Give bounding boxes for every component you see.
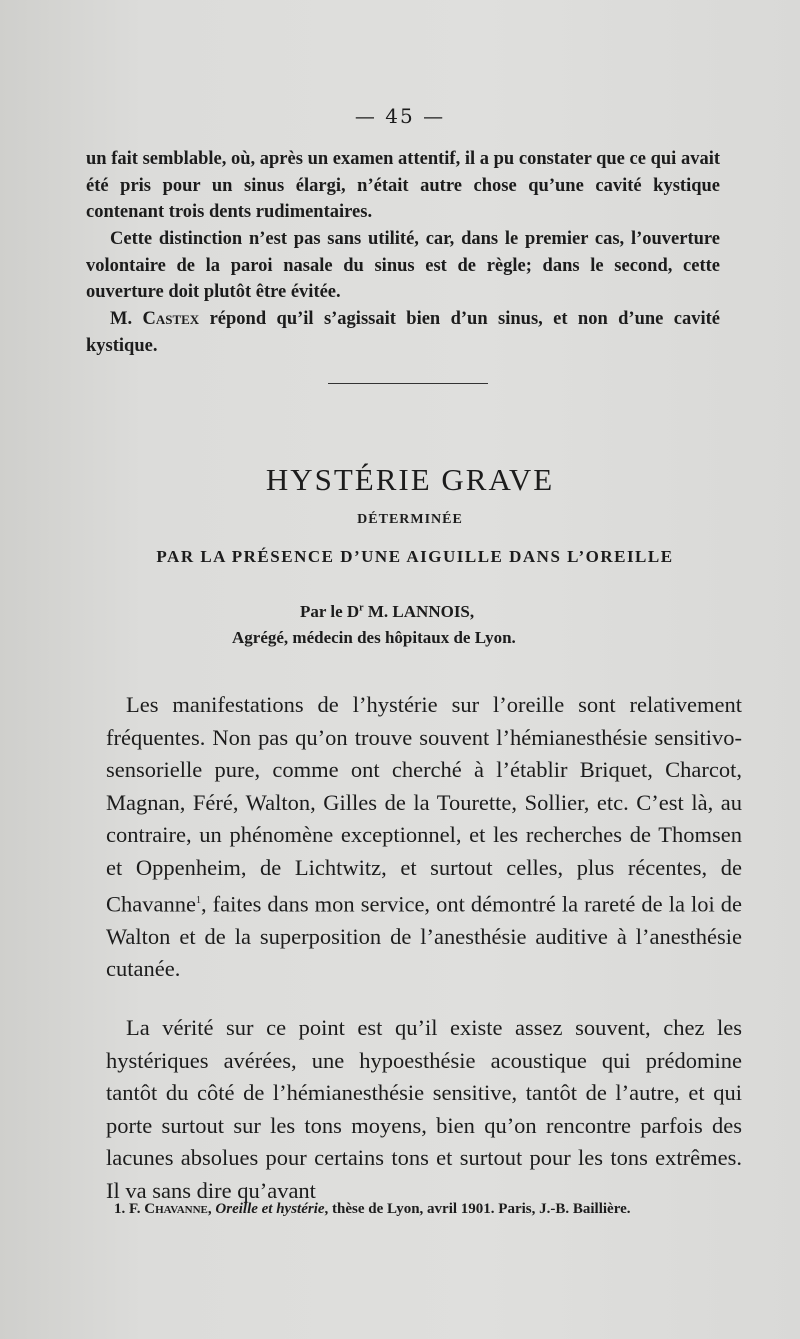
article-author bbox=[300, 602, 620, 622]
article-subtitle-1: DÉTERMINÉE bbox=[357, 512, 463, 527]
footnote-title: Oreille et hystérie bbox=[215, 1201, 325, 1217]
footnote-marker: 1 bbox=[195, 894, 201, 906]
footnote-rest: , thèse de Lyon, avril 1901. Paris, J.-B. Baillière. bbox=[324, 1201, 631, 1217]
footnote-number: 1. bbox=[114, 1201, 129, 1217]
author-affiliation: Agrégé, médecin des hôpitaux de Lyon. bbox=[232, 628, 516, 647]
footnote-author: F. Chavanne bbox=[129, 1201, 208, 1217]
section-divider bbox=[328, 383, 488, 384]
intro-paragraph-3 bbox=[86, 306, 720, 359]
article-title: HYSTÉRIE GRAVE bbox=[265, 462, 555, 497]
footnote: 1. F. Chavanne, Oreille et hystérie, thèse de Lyon, avril 1901. Paris, J.-B. Baillière. bbox=[114, 1201, 631, 1217]
article-subtitle-2: PAR LA PRÉSENCE D’UNE AIGUILLE DANS L’OREILLE bbox=[156, 547, 674, 566]
page-number: — 45 — bbox=[354, 104, 446, 128]
author-name: M. LANNOIS, bbox=[363, 602, 475, 621]
author-sup: r bbox=[359, 602, 364, 614]
intro-paragraph-2: Cette distinction n’est pas sans utilité, car, dans le premier cas, l’ouverture volontaire de la paroi nasale du sinus est de règle; dans le second, cette ouverture doit plutôt être évitée. bbox=[86, 229, 720, 302]
body-paragraph-1-text-end: , faites dans mon service, ont démontré la rareté de la loi de Walton et de la superposition de l’anesthésie auditive à l’anesthésie cutanée. bbox=[106, 891, 742, 982]
intro-paragraph-1: un fait semblable, où, après un examen attentif, il a pu constater que ce qui avait été pris pour un sinus élargi, n’était autre chose qu’une cavité kystique contenant trois dents rudimentaires. bbox=[86, 149, 720, 222]
intro-paragraph-3-text: répond qu’il s’agissait bien d’un sinus, et non d’une cavité kystique. bbox=[86, 309, 721, 356]
body-paragraph-1 bbox=[106, 689, 742, 986]
body-paragraph-1-text: Les manifestations de l’hystérie sur l’oreille sont relativement fréquentes. Non pas qu’on trouve souvent l’hémianesthésie sensitivo-sensorielle pure, comme ont cherché à l’établir Briquet, Charcot, Magnan, Féré, Walton, Gilles de la Tourette, Sollier, etc. C’est là, au contraire, un phénomène exceptionnel, et les recherches de Thomsen et Oppenheim, de Lichtwitz, et surtout celles, plus récentes, de Chavanne bbox=[106, 692, 742, 917]
speaker-name: M. Castex bbox=[110, 309, 200, 329]
author-prefix: Par le D bbox=[300, 602, 360, 621]
body-paragraph-2: La vérité sur ce point est qu’il existe assez souvent, chez les hystériques avérées, une hypoesthésie acoustique qui prédomine tantôt du côté de l’hémianesthésie sensitive, tantôt de l’autre, et qui porte surtout sur les tons moyens, bien qu’on rencontre parfois des lacunes absolues pour certains tons et surtout pour les tons extrêmes. Il va sans dire qu’avant bbox=[106, 1015, 742, 1203]
